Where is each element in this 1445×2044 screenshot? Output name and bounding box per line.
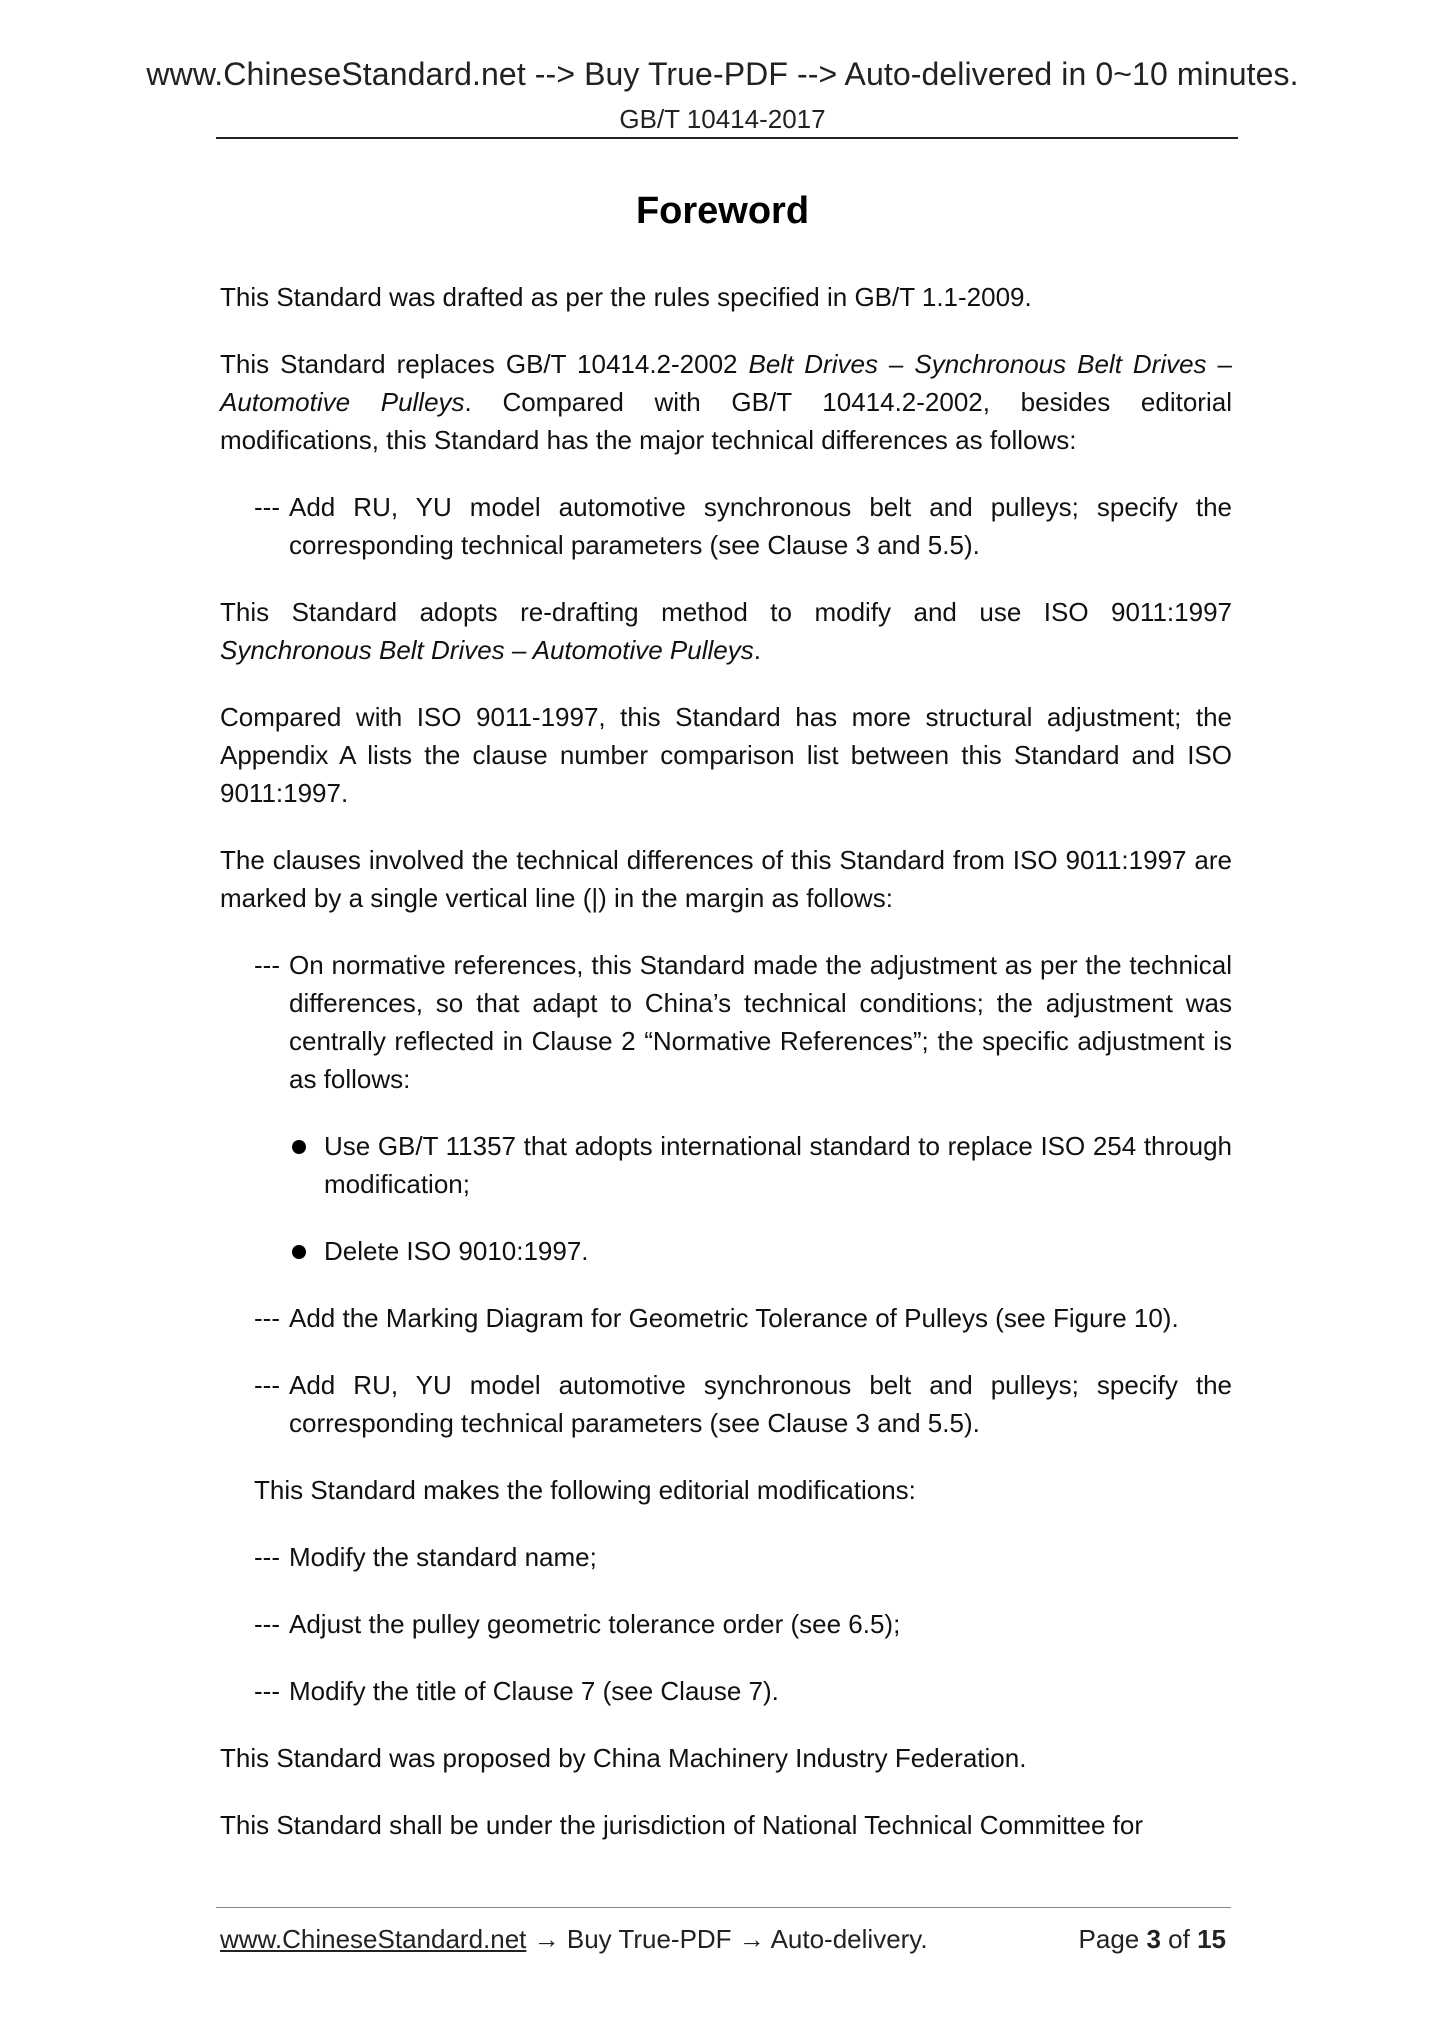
standard-title-italic: Belt Drives – Synchronous Belt Drives – Automotive Pulleys [220,349,1233,417]
footer-text: → Buy True-PDF → Auto-delivery. [526,1924,928,1954]
bullet-icon [292,1140,306,1154]
list-item-text: Add the Marking Diagram for Geometric Tolerance of Pulleys (see Figure 10). [289,1303,1179,1333]
dash-marker: --- [254,1609,280,1639]
list-item-text: Add RU, YU model automotive synchronous belt and pulleys; specify the corresponding technical parameters (see Clause 3 and 5.5). [289,1370,1232,1438]
dash-marker: --- [254,1676,280,1706]
standard-title-italic: Synchronous Belt Drives – Automotive Pulleys [220,635,754,665]
paragraph-editorial: This Standard makes the following editorial modifications: [254,1475,916,1505]
paragraph-technical-differences: The clauses involved the technical differences of this Standard from ISO 9011:1997 are marked by a single vertical line (|) in the margin as follows: [220,845,1232,913]
bullet-item [220,1232,1232,1270]
paragraph-text: This Standard replaces GB/T 10414.2-2002 [220,349,749,379]
page-word: Page [1078,1924,1147,1954]
document-body [220,278,1232,1844]
dash-marker: --- [254,1542,280,1572]
dash-marker: --- [254,950,280,980]
list-item [220,1299,1232,1337]
bullet-text: Use GB/T 11357 that adopts international standard to replace ISO 254 through modification; [324,1131,1232,1199]
list-item [220,1605,1232,1643]
paragraph-comparison: Compared with ISO 9011-1997, this Standard has more structural adjustment; the Appendix A lists the clause number comparison list between this Standard and ISO 9011:1997. [220,702,1232,808]
page-total: 15 [1197,1924,1226,1954]
list-item-text: Modify the title of Clause 7 (see Clause 7). [289,1676,779,1706]
dash-marker: --- [254,1370,280,1400]
paragraph-text: . Compared with GB/T 10414.2-2002, besides editorial modifications, this Standard has the major technical differences as follows: [220,387,1232,455]
paragraph-adoption [220,593,1232,669]
list-item [220,1538,1232,1576]
bullet-text: Delete ISO 9010:1997. [324,1236,589,1266]
paragraph-proposed-by: This Standard was proposed by China Machinery Industry Federation. [220,1743,1027,1773]
header-divider [216,137,1238,139]
page-of-word: of [1160,1924,1198,1954]
list-item-text: Modify the standard name; [289,1542,597,1572]
list-item [220,1366,1232,1442]
paragraph-jurisdiction: This Standard shall be under the jurisdiction of National Technical Committee for [220,1810,1143,1840]
paragraph-drafting-rules: This Standard was drafted as per the rules specified in GB/T 1.1-2009. [220,282,1032,312]
list-item [220,1672,1232,1710]
list-item [220,946,1232,1098]
paragraph-text: This Standard adopts re-drafting method to modify and use ISO 9011:1997 [220,597,1232,627]
dash-marker: --- [254,1303,280,1333]
page-footer [220,1924,1232,1955]
page-current: 3 [1146,1924,1161,1954]
paragraph-text: . [753,635,761,665]
list-item-text: On normative references, this Standard made the adjustment as per the technical differences, so that adapt to China’s technical conditions; the adjustment was centrally reflected in Clause 2 “Normative References”; the specific adjustment is as follows: [289,950,1232,1094]
page-title: Foreword [635,190,810,232]
header-banner: www.ChineseStandard.net --> Buy True-PDF --> Auto-delivered in 0~10 minutes. [146,56,1299,92]
list-item-text: Adjust the pulley geometric tolerance order (see 6.5); [289,1609,901,1639]
page-number [1079,1924,1226,1955]
standard-code: GB/T 10414-2017 [619,104,826,134]
paragraph-replaces [220,345,1232,459]
dash-marker: --- [254,492,280,522]
list-item [220,488,1232,564]
list-item-text: Add RU, YU model automotive synchronous belt and pulleys; specify the corresponding technical parameters (see Clause 3 and 5.5). [289,492,1232,560]
bullet-icon [292,1245,306,1259]
footer-divider [216,1907,1231,1908]
bullet-item [220,1127,1232,1203]
footer-site-link[interactable]: www.ChineseStandard.net [220,1924,527,1954]
